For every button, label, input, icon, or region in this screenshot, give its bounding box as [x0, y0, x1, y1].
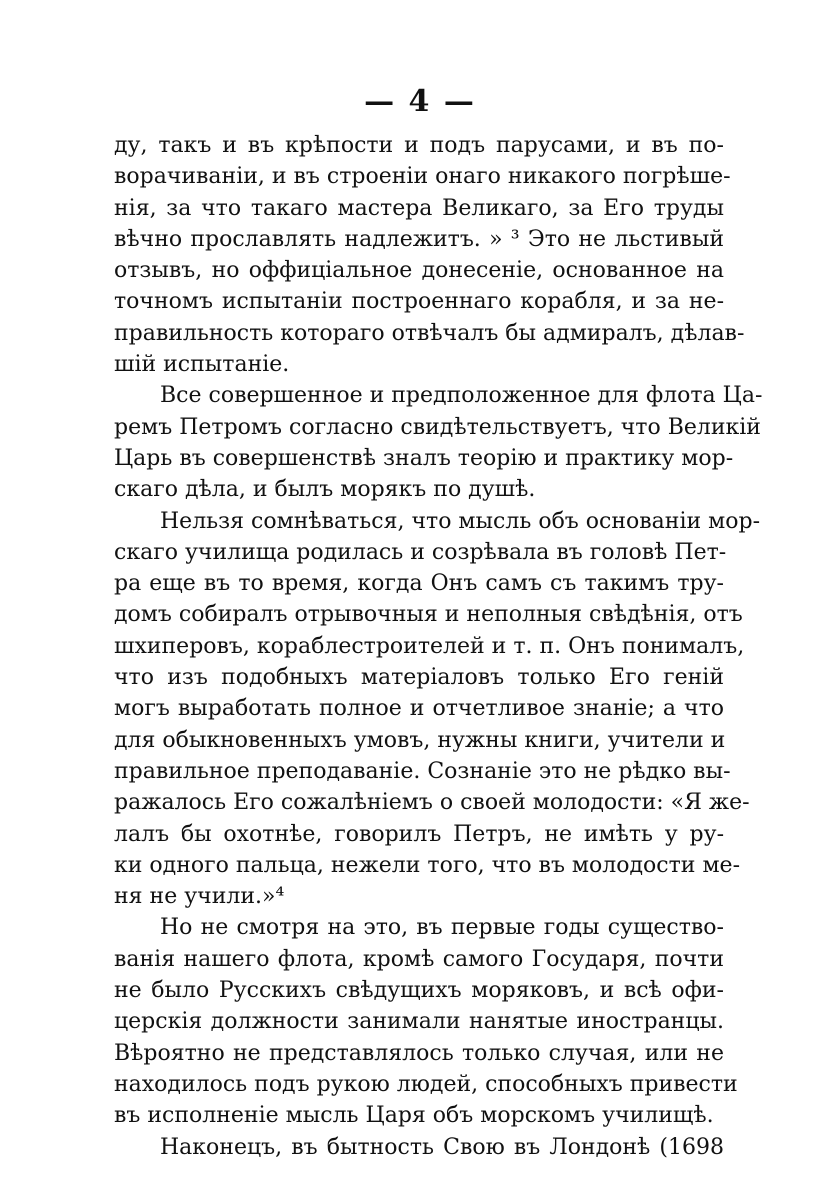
text-line: отзывъ, но оффиціальное донесеніе, основанное на [114, 258, 724, 284]
text-line: шій испытаніе. [114, 352, 290, 378]
paragraph-start-line: Все совершенное и предположенное для флота Ца- [160, 383, 763, 409]
paragraph-start-line: Нельзя сомнѣваться, что мысль объ основаніи мор- [160, 508, 761, 534]
text-line: находилось подъ рукою людей, способныхъ привести [114, 1071, 738, 1097]
text-line: церскія должности занимали нанятые иностранцы. [114, 1009, 724, 1035]
text-line: нія, за что такаго мастера Великаго, за Его труды [114, 195, 724, 221]
text-line: шхиперовъ, кораблестроителей и т. п. Онъ понималъ, [114, 633, 745, 659]
text-line: ванія нашего флота, кромѣ самого Государя, почти [114, 946, 724, 972]
text-line: домъ собиралъ отрывочныя и неполныя свѣдѣнія, отъ [114, 602, 743, 628]
text-line: ду, такъ и въ крѣпости и подъ парусами, и въ по- [114, 133, 724, 158]
text-line: вѣчно прославлять надлежитъ. » ³ Это не льстивый [114, 226, 724, 252]
paragraph-start-line: Наконецъ, въ бытность Свою въ Лондонѣ (1698 [160, 1134, 724, 1160]
text-line: правильное преподаваніе. Сознаніе это не рѣдко вы- [114, 758, 731, 784]
text-line: ра еще въ то время, когда Онъ самъ съ такимъ тру- [114, 571, 724, 597]
text-line: точномъ испытаніи построеннаго корабля, и за не- [114, 289, 724, 315]
page-number: — 4 — [364, 84, 476, 119]
text-line: скаго училища родилась и созрѣвала въ головѣ Пет- [114, 539, 727, 565]
text-line: могъ выработать полное и отчетливое знаніе; а что [114, 696, 724, 722]
text-line: правильность котораго отвѣчалъ бы адмиралъ, дѣлав- [114, 320, 745, 346]
body-text [114, 130, 763, 1163]
paragraph-start-line: Но не смотря на это, въ первые годы существо- [160, 915, 724, 941]
text-line: Царь въ совершенствѣ зналъ теорію и практику мор- [114, 445, 734, 471]
text-line: ремъ Петромъ согласно свидѣтельствуетъ, что Великій [114, 414, 761, 440]
text-line: лалъ бы охотнѣе, говорилъ Петръ, не имѣть у ру- [114, 821, 724, 847]
text-line: для обыкновенныхъ умовъ, нужны книги, учители и [114, 727, 726, 753]
text-line: ражалось Его сожалѣніемъ о своей молодости: «Я же- [114, 790, 750, 816]
text-line: ворачиваніи, и въ строеніи онаго никакого погрѣше- [114, 164, 731, 190]
text-line: не было Русскихъ свѣдущихъ моряковъ, и всѣ офи- [114, 978, 724, 1004]
text-line: скаго дѣла, и былъ морякъ по душѣ. [114, 477, 536, 503]
text-line: въ исполненіе мысль Царя объ морскомъ училищѣ. [114, 1103, 714, 1129]
text-line: ня не учили.»⁴ [114, 884, 285, 910]
text-line: что изъ подобныхъ матеріаловъ только Его геній [114, 665, 724, 691]
text-line: Вѣроятно не представлялось только случая, или не [114, 1040, 724, 1066]
text-line: ки одного пальца, нежели того, что въ молодости ме- [114, 852, 741, 878]
